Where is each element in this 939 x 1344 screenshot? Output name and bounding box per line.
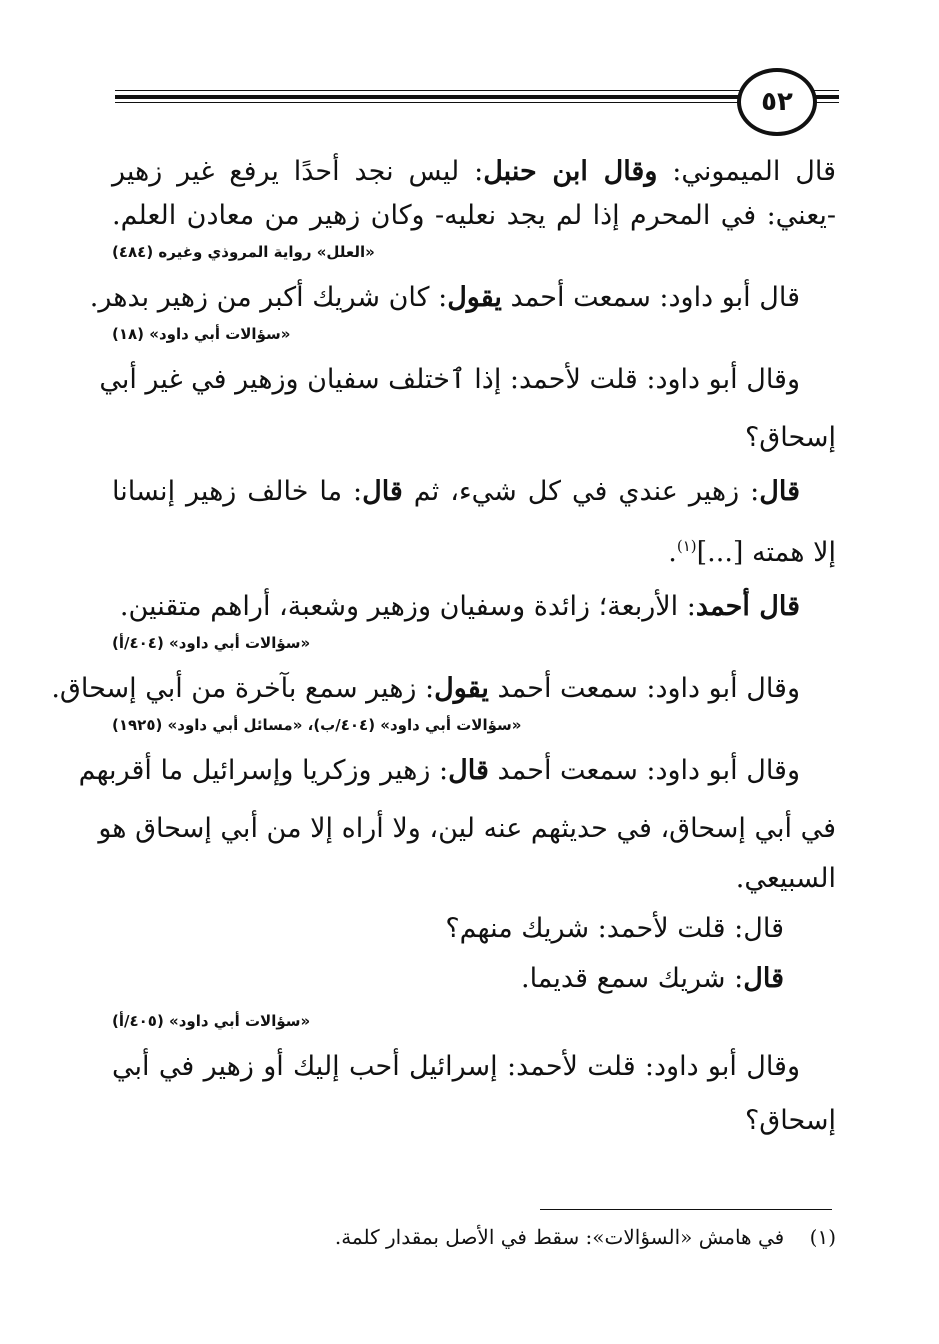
source-citation: «سؤالات أبي داود» (١٨): [112, 325, 291, 343]
source-citation: «سؤالات أبي داود» (٤٠٤/ب)، «مسائل أبي داود» (١٩٢٥): [112, 716, 522, 734]
text-line: إسحاق؟: [744, 1105, 836, 1136]
text-line: السبيعي.: [735, 863, 836, 894]
page-number-badge: [737, 68, 817, 136]
paragraph: [112, 957, 836, 1031]
paragraph: [99, 358, 836, 460]
header-rule: [115, 90, 839, 104]
text-line: قال أبو داود: سمعت أحمد يقول: كان شريك أكبر من زهير بدهر.: [89, 282, 800, 313]
paragraph: [112, 1045, 836, 1143]
footnote-number: (١): [809, 1225, 836, 1249]
text-line: قال: قلت لأحمد: شريك منهم؟: [445, 913, 784, 944]
text-line: وقال أبو داود: قلت لأحمد: إسرائيل أحب إليك أو زهير في أبي: [112, 1051, 800, 1082]
text-line: إلا همته [...]$^{(١)}$.: [668, 537, 836, 568]
source-citation: «العلل» رواية المروذي وغيره (٤٨٤): [112, 243, 375, 261]
text-line: قال الميموني: وقال ابن حنبل: ليس نجد أحدًا يرفع غير زهير: [112, 156, 837, 187]
footnote-text: في هامش «السؤالات»: سقط في الأصل بمقدار كلمة.: [334, 1225, 785, 1249]
paragraph: [78, 749, 836, 901]
source-citation: «سؤالات أبي داود» (٤٠٤/أ): [112, 634, 311, 652]
text-line: وقال أبو داود: قلت لأحمد: إذا ٱختلف سفيان وزهير في غير أبي: [99, 364, 800, 395]
paragraph: [112, 470, 836, 575]
paragraph: [112, 150, 836, 262]
text-line: إسحاق؟: [744, 422, 836, 453]
paragraph: [112, 907, 836, 951]
footnote-marker: (١): [676, 537, 697, 555]
text-line: قال: زهير عندي في كل شيء، ثم قال: ما خالف زهير إنسانا: [112, 476, 800, 507]
text-line: قال أحمد: الأربعة؛ زائدة وسفيان وزهير وشعبة، أراهم متقنين.: [119, 591, 800, 622]
text-line: في أبي إسحاق، في حديثهم عنه لين، ولا أراه إلا من أبي إسحاق هو: [98, 813, 836, 844]
text-line: وقال أبو داود: سمعت أحمد قال: زهير وزكريا وإسرائيل ما أقربهم: [78, 755, 800, 786]
page-body: [51, 150, 837, 1143]
text-line: -يعني: في المحرم إذا لم يجد نعليه- وكان زهير من معادن العلم.: [112, 200, 836, 231]
source-citation: «سؤالات أبي داود» (٤٠٥/أ): [112, 1012, 311, 1030]
page-number: ٥٢: [761, 87, 793, 117]
text-line: وقال أبو داود: سمعت أحمد يقول: زهير سمع بآخرة من أبي إسحاق.: [51, 673, 800, 704]
paragraph: [51, 667, 836, 735]
paragraph: [89, 276, 836, 344]
footnote-rule: [540, 1209, 832, 1210]
footnote: [335, 1222, 836, 1252]
text-line: قال: شريك سمع قديما.: [520, 963, 784, 994]
paragraph: [112, 585, 836, 653]
